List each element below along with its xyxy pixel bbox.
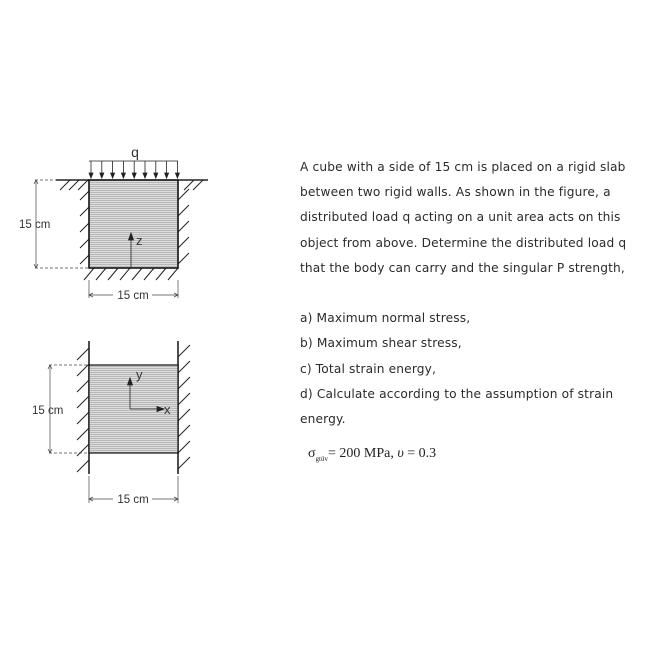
sigma-value: = 200 MPa,	[328, 446, 398, 461]
intro-line: object from above. Determine the distributed load q	[300, 235, 627, 250]
load-arrow-head	[100, 173, 104, 178]
question-b: b) Maximum shear stress,	[300, 336, 462, 351]
question-a: a) Maximum normal stress,	[300, 311, 471, 326]
given-values	[308, 446, 436, 463]
intro-line: between two rigid walls. As shown in the figure, a	[300, 185, 611, 200]
nu-value: = 0.3	[403, 446, 437, 461]
load-arrow-head	[89, 173, 93, 178]
load-arrow-head	[175, 173, 179, 178]
question-d: d) Calculate according to the assumption of strain	[300, 386, 614, 401]
intro-line: A cube with a side of 15 cm is placed on a rigid slab	[300, 160, 626, 174]
sigma-symbol: σ	[308, 446, 316, 461]
nu-symbol: υ	[397, 446, 404, 461]
top-width-label: 15 cm	[117, 290, 149, 302]
bottom-height-label: 15 cm	[32, 405, 64, 417]
question-d-continued: energy.	[300, 411, 346, 426]
top-height-label: 15 cm	[19, 219, 51, 231]
bottom-width-label: 15 cm	[117, 494, 149, 506]
load-arrow-head	[154, 173, 158, 178]
spacer	[300, 281, 645, 306]
top-cube	[89, 180, 178, 268]
load-arrow-head	[132, 173, 136, 178]
x-axis-label: x	[164, 402, 171, 417]
intro-line: distributed load q acting on a unit area acts on this	[300, 210, 621, 225]
top-figure	[19, 144, 208, 302]
load-label: q	[131, 144, 139, 160]
bottom-figure	[32, 341, 190, 506]
load-arrow-head	[121, 173, 125, 178]
question-c: c) Total strain energy,	[300, 361, 437, 376]
y-axis-label: y	[136, 367, 143, 382]
intro-line: that the body can carry and the singular P strength,	[300, 260, 625, 275]
distributed-load	[89, 161, 179, 178]
load-arrow-head	[143, 173, 147, 178]
problem-statement	[300, 155, 645, 432]
load-arrow-head	[165, 173, 169, 178]
sigma-subscript: gtüv	[315, 454, 328, 463]
load-arrow-head	[111, 173, 115, 178]
z-axis-label: z	[136, 233, 143, 248]
